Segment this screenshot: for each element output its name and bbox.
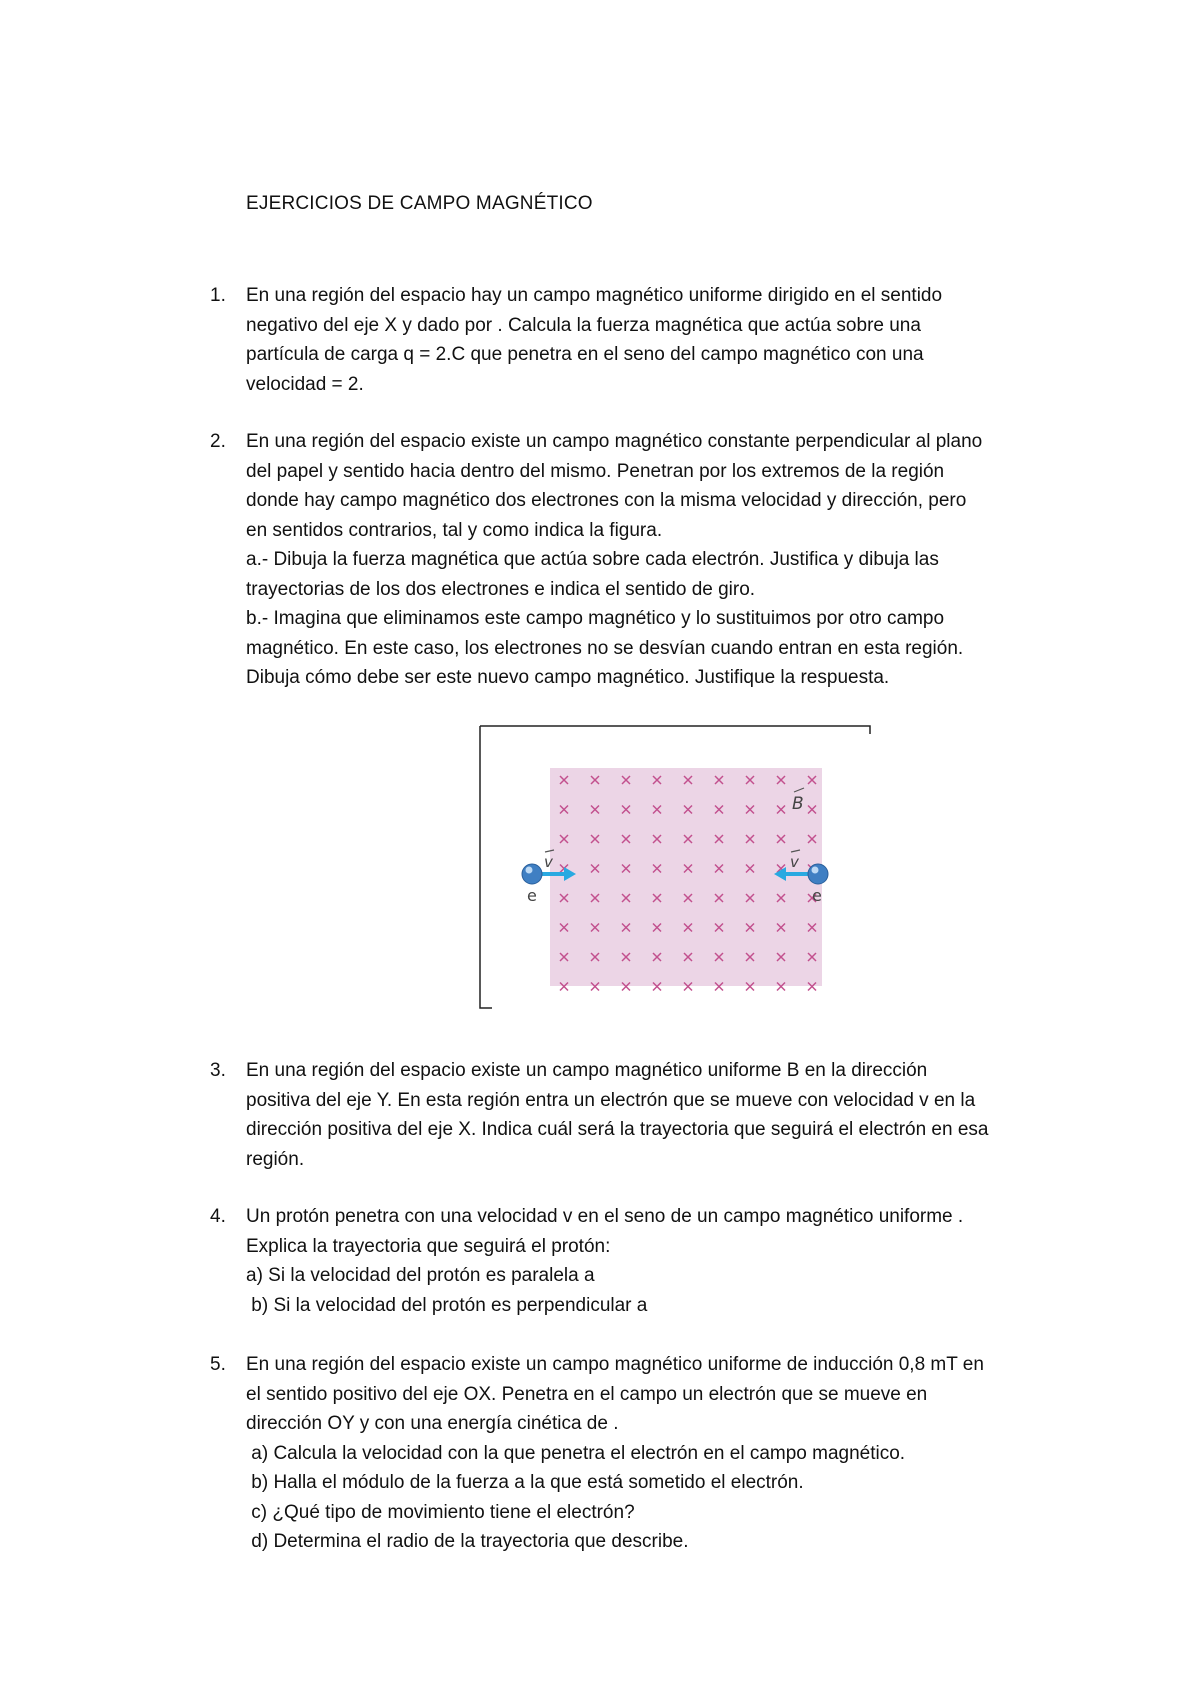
exercise-line: En una región del espacio existe un campo magnético uniforme B en la dirección [246, 1060, 928, 1081]
exercise-line: en sentidos contrarios, tal y como indica la figura. [246, 519, 663, 541]
exercise-2 [210, 427, 1050, 693]
exercise-line: b) Halla el módulo de la fuerza a la que está sometido el electrón. [246, 1472, 804, 1493]
b-field-label: B [792, 794, 804, 814]
exercise-1 [210, 281, 1050, 399]
figure-frame-left [480, 726, 492, 1008]
exercise-3 [210, 1056, 1050, 1174]
exercise-line: a) Calcula la velocidad con la que penetra el electrón en el campo magnético. [246, 1442, 906, 1464]
exercise-line: donde hay campo magnético dos electrones con la misma velocidad y dirección, pero [246, 490, 967, 511]
exercise-line: región. [246, 1148, 305, 1170]
magnetic-field-figure [478, 722, 872, 1010]
left-electron [522, 864, 542, 884]
right-electron [808, 864, 828, 884]
exercise-line: dirección positiva del eje X. Indica cuál será la trayectoria que seguirá el electrón en esa [246, 1119, 989, 1140]
exercise-line: En una región del espacio existe un campo magnético constante perpendicular al plano [246, 431, 983, 452]
right-velocity-label: v [790, 853, 799, 871]
exercise-line: a.- Dibuja la fuerza magnética que actúa sobre cada electrón. Justifica y dibuja las [246, 549, 939, 570]
left-electron-highlight [526, 867, 533, 874]
exercise-line: partícula de carga q = 2.C que penetra en el seno del campo magnético con una [246, 344, 924, 365]
exercise-5 [210, 1350, 1050, 1557]
exercise-line: a) Si la velocidad del protón es paralela a [246, 1265, 595, 1286]
exercise-number: 1. [210, 285, 226, 306]
right-electron-label: e [812, 886, 822, 905]
exercise-line: En una región del espacio hay un campo magnético uniforme dirigido en el sentido [246, 285, 943, 306]
exercise-line: c) ¿Qué tipo de movimiento tiene el electrón? [246, 1501, 635, 1523]
exercise-line: d) Determina el radio de la trayectoria que describe. [246, 1531, 689, 1552]
exercise-line: magnético. En este caso, los electrones no se desvían cuando entran en esta región. [246, 637, 964, 659]
right-electron-highlight [812, 867, 819, 874]
exercise-line: b.- Imagina que eliminamos este campo magnético y lo sustituimos por otro campo [246, 608, 945, 629]
figure-frame-top [480, 726, 870, 734]
exercise-number: 3. [210, 1060, 226, 1081]
left-velocity-label: v [544, 853, 553, 871]
exercise-line: Un protón penetra con una velocidad v en el seno de un campo magnético uniforme . [246, 1206, 964, 1227]
exercise-number: 5. [210, 1354, 226, 1375]
page-title: EJERCICIOS DE CAMPO MAGNÉTICO [246, 193, 593, 214]
exercise-line: b) Si la velocidad del protón es perpendicular a [246, 1294, 648, 1316]
exercise-line: En una región del espacio existe un campo magnético uniforme de inducción 0,8 mT en [246, 1354, 984, 1375]
exercise-line: negativo del eje X y dado por . Calcula la fuerza magnética que actúa sobre una [246, 314, 921, 336]
exercise-4 [210, 1202, 1050, 1320]
exercise-line: positiva del eje Y. En esta región entra un electrón que se mueve con velocidad v en la [246, 1089, 976, 1111]
exercise-number: 4. [210, 1206, 226, 1227]
left-electron-label: e [527, 886, 537, 905]
exercise-number: 2. [210, 431, 226, 452]
exercise-line: Dibuja cómo debe ser este nuevo campo magnético. Justifique la respuesta. [246, 667, 890, 688]
exercise-line: velocidad = 2. [246, 373, 364, 395]
magnetic-field-diagram [478, 722, 872, 1010]
exercise-line: Explica la trayectoria que seguirá el protón: [246, 1235, 611, 1257]
exercise-line: el sentido positivo del eje OX. Penetra en el campo un electrón que se mueve en [246, 1383, 928, 1405]
exercise-line: dirección OY y con una energía cinética de . [246, 1413, 619, 1434]
exercise-line: del papel y sentido hacia dentro del mismo. Penetran por los extremos de la región [246, 460, 945, 482]
exercise-line: trayectorias de los dos electrones e indica el sentido de giro. [246, 578, 756, 600]
